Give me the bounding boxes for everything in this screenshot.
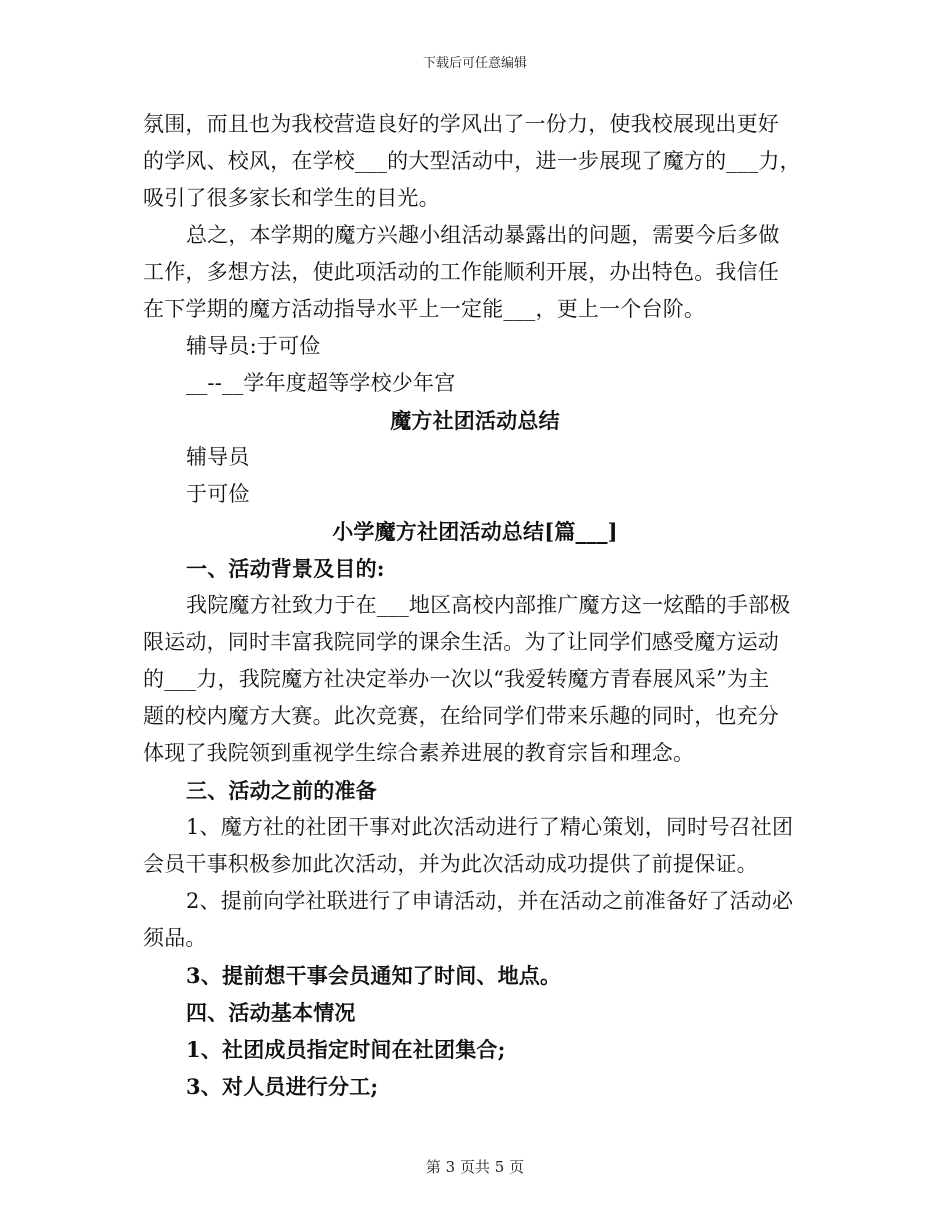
text-line: 四、活动基本情况 (186, 1000, 356, 1025)
page-header: 下载后可任意编辑 (422, 56, 527, 71)
text-line: 3、提前想干事会员通知了时间、地点。 (186, 963, 562, 988)
text-line: 辅导员 (186, 445, 250, 469)
text-line: 须品。 (143, 926, 207, 950)
text-line: 我院魔方社致力于在___地区高校内部推广魔方这一炫酷的手部极 (186, 593, 791, 617)
text-line: 在下学期的魔方活动指导水平上一定能___，更上一个台阶。 (143, 297, 706, 321)
text-line: 1、社团成员指定时间在社团集合; (186, 1037, 506, 1062)
text-line: 于可俭 (186, 482, 250, 506)
text-line: 限运动，同时丰富我院同学的课余生活。为了让同学们感受魔方运动 (143, 630, 779, 654)
text-line: 小学魔方社团活动总结[篇___] (332, 519, 618, 544)
text-line: 的___力，我院魔方社决定举办一次以“我爱转魔方青春展风采”为主 (143, 667, 770, 691)
text-line: 总之，本学期的魔方兴趣小组活动暴露出的问题，需要今后多做 (186, 223, 780, 247)
text-line: 吸引了很多家长和学生的目光。 (143, 186, 440, 210)
text-line: 2、提前向学社联进行了申请活动，并在活动之前准备好了活动必 (186, 889, 794, 913)
text-line: 辅导员:于可俭 (186, 334, 321, 358)
page-footer: 第 3 页共 5 页 (425, 1158, 525, 1176)
text-line: 1、魔方社的社团干事对此次活动进行了精心策划，同时号召社团 (186, 815, 794, 839)
text-line: 工作，多想方法，使此项活动的工作能顺利开展，办出特色。我信任 (143, 260, 779, 284)
text-line: 三、活动之前的准备 (186, 778, 377, 803)
text-line: 题的校内魔方大赛。此次竞赛，在给同学们带来乐趣的同时，也充分 (143, 704, 779, 728)
text-line: 会员干事积极参加此次活动，并为此次活动成功提供了前提保证。 (143, 852, 758, 876)
document-body (143, 106, 807, 1105)
text-line: 氛围，而且也为我校营造良好的学风出了一份力，使我校展现出更好 (143, 112, 779, 136)
text-line: 的学风、校风，在学校___的大型活动中，进一步展现了魔方的___力， (143, 149, 801, 173)
text-line: 魔方社团活动总结 (390, 408, 560, 433)
text-line: __--__学年度超等学校少年宫 (186, 371, 456, 395)
text-line: 3、对人员进行分工; (186, 1074, 379, 1099)
text-line: 一、活动背景及目的: (186, 556, 385, 581)
text-line: 体现了我院领到重视学生综合素养进展的教育宗旨和理念。 (143, 741, 695, 765)
